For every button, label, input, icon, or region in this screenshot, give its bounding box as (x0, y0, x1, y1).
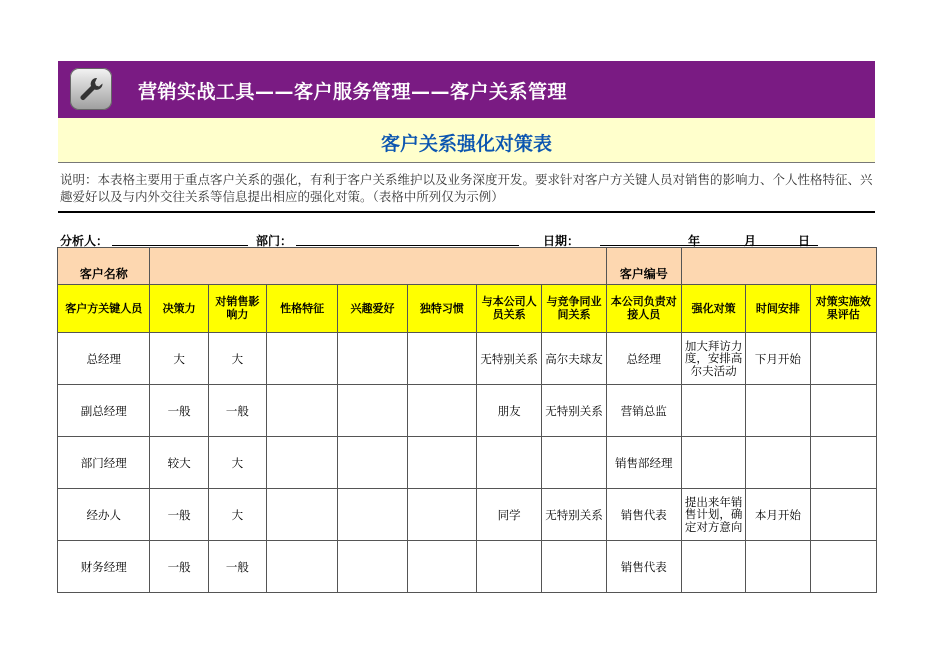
table-cell[interactable]: 一般 (208, 541, 266, 593)
customer-number-field[interactable] (681, 248, 876, 285)
table-cell[interactable] (681, 541, 745, 593)
table-cell[interactable]: 一般 (150, 385, 208, 437)
meta-row (60, 232, 875, 248)
table-cell[interactable] (338, 437, 407, 489)
table-row (58, 541, 877, 593)
table-cell[interactable]: 无特别关系 (542, 489, 606, 541)
dept-field[interactable] (296, 245, 519, 246)
table-cell[interactable]: 总经理 (606, 333, 681, 385)
month-label: 月 (744, 234, 757, 248)
date-field[interactable] (600, 245, 818, 246)
date-label: 日期： (543, 234, 580, 248)
table-cell[interactable] (267, 333, 338, 385)
table-cell[interactable] (810, 333, 876, 385)
column-header: 本公司负责对接人员 (606, 285, 681, 333)
table-cell[interactable] (746, 541, 810, 593)
table-row (58, 489, 877, 541)
column-header: 强化对策 (681, 285, 745, 333)
header-bar (58, 61, 875, 118)
analyst-label: 分析人： (60, 234, 109, 248)
column-header: 与竞争同业间关系 (542, 285, 606, 333)
table-cell[interactable] (407, 437, 476, 489)
column-header: 对销售影响力 (208, 285, 266, 333)
table-cell[interactable] (810, 489, 876, 541)
table-cell[interactable] (746, 385, 810, 437)
table-cell[interactable]: 本月开始 (746, 489, 810, 541)
table-cell[interactable] (407, 333, 476, 385)
header-title: 营销实战工具——客户服务管理——客户关系管理 (138, 81, 568, 103)
dept-label: 部门： (256, 234, 293, 248)
table-cell[interactable]: 高尔夫球友 (542, 333, 606, 385)
table-cell[interactable] (810, 385, 876, 437)
column-header: 客户方关键人员 (58, 285, 150, 333)
strategy-table (57, 247, 877, 593)
table-cell[interactable] (542, 437, 606, 489)
column-header: 时间安排 (746, 285, 810, 333)
table-cell[interactable]: 一般 (208, 385, 266, 437)
table-cell[interactable]: 大 (150, 333, 208, 385)
table-cell[interactable] (338, 489, 407, 541)
table-cell[interactable] (338, 333, 407, 385)
table-row (58, 437, 877, 489)
customer-name-row (58, 248, 877, 285)
table-cell[interactable]: 财务经理 (58, 541, 150, 593)
table-cell[interactable] (267, 385, 338, 437)
table-cell[interactable]: 加大拜访力度，安排高尔夫活动 (681, 333, 745, 385)
column-header: 与本公司人员关系 (477, 285, 542, 333)
table-cell[interactable]: 大 (208, 333, 266, 385)
table-cell[interactable] (338, 385, 407, 437)
table-cell[interactable]: 较大 (150, 437, 208, 489)
column-header-row (58, 285, 877, 333)
column-header: 决策力 (150, 285, 208, 333)
divider (58, 211, 875, 213)
table-cell[interactable]: 副总经理 (58, 385, 150, 437)
table-cell[interactable] (407, 385, 476, 437)
table-cell[interactable] (267, 489, 338, 541)
table-cell[interactable]: 提出来年销售计划，确定对方意向 (681, 489, 745, 541)
table-cell[interactable]: 大 (208, 437, 266, 489)
table-cell[interactable]: 下月开始 (746, 333, 810, 385)
table-row (58, 333, 877, 385)
table-cell[interactable] (810, 541, 876, 593)
table-cell[interactable] (542, 541, 606, 593)
customer-number-label: 客户编号 (606, 248, 681, 285)
page-title: 客户关系强化对策表 (380, 133, 552, 155)
table-cell[interactable]: 销售代表 (606, 489, 681, 541)
table-cell[interactable] (267, 541, 338, 593)
table-cell[interactable]: 一般 (150, 489, 208, 541)
analyst-field[interactable] (112, 245, 248, 246)
table-cell[interactable]: 同学 (477, 489, 542, 541)
table-row (58, 385, 877, 437)
table-cell[interactable] (267, 437, 338, 489)
column-header: 性格特征 (267, 285, 338, 333)
table-cell[interactable]: 销售代表 (606, 541, 681, 593)
table-cell[interactable]: 营销总监 (606, 385, 681, 437)
table-cell[interactable] (407, 489, 476, 541)
table-cell[interactable] (810, 437, 876, 489)
table-cell[interactable] (746, 437, 810, 489)
column-header: 对策实施效果评估 (810, 285, 876, 333)
column-header: 兴趣爱好 (338, 285, 407, 333)
table-cell[interactable]: 一般 (150, 541, 208, 593)
column-header: 独特习惯 (407, 285, 476, 333)
year-label: 年 (688, 234, 701, 248)
title-band (58, 118, 875, 163)
table-cell[interactable]: 经办人 (58, 489, 150, 541)
table-cell[interactable] (681, 385, 745, 437)
table-cell[interactable] (338, 541, 407, 593)
day-label: 日 (798, 234, 811, 248)
table-cell[interactable]: 大 (208, 489, 266, 541)
table-cell[interactable] (477, 541, 542, 593)
table-cell[interactable]: 销售部经理 (606, 437, 681, 489)
table-cell[interactable] (681, 437, 745, 489)
instructions-note: 说明：本表格主要用于重点客户关系的强化，有利于客户关系维护以及业务深度开发。要求针对客户方关键人员对销售的影响力、个人性格特征、兴趣爱好以及与内外交往关系等信息提出相应的强化对策。（表格中所列仅为示例） (60, 172, 873, 204)
wrench-icon (70, 68, 112, 110)
customer-name-field[interactable] (150, 248, 606, 285)
table-cell[interactable]: 朋友 (477, 385, 542, 437)
table-cell[interactable] (477, 437, 542, 489)
table-cell[interactable]: 总经理 (58, 333, 150, 385)
table-cell[interactable]: 无特别关系 (477, 333, 542, 385)
customer-name-label: 客户名称 (58, 248, 150, 285)
table-cell[interactable] (407, 541, 476, 593)
table-cell[interactable]: 无特别关系 (542, 385, 606, 437)
table-cell[interactable]: 部门经理 (58, 437, 150, 489)
